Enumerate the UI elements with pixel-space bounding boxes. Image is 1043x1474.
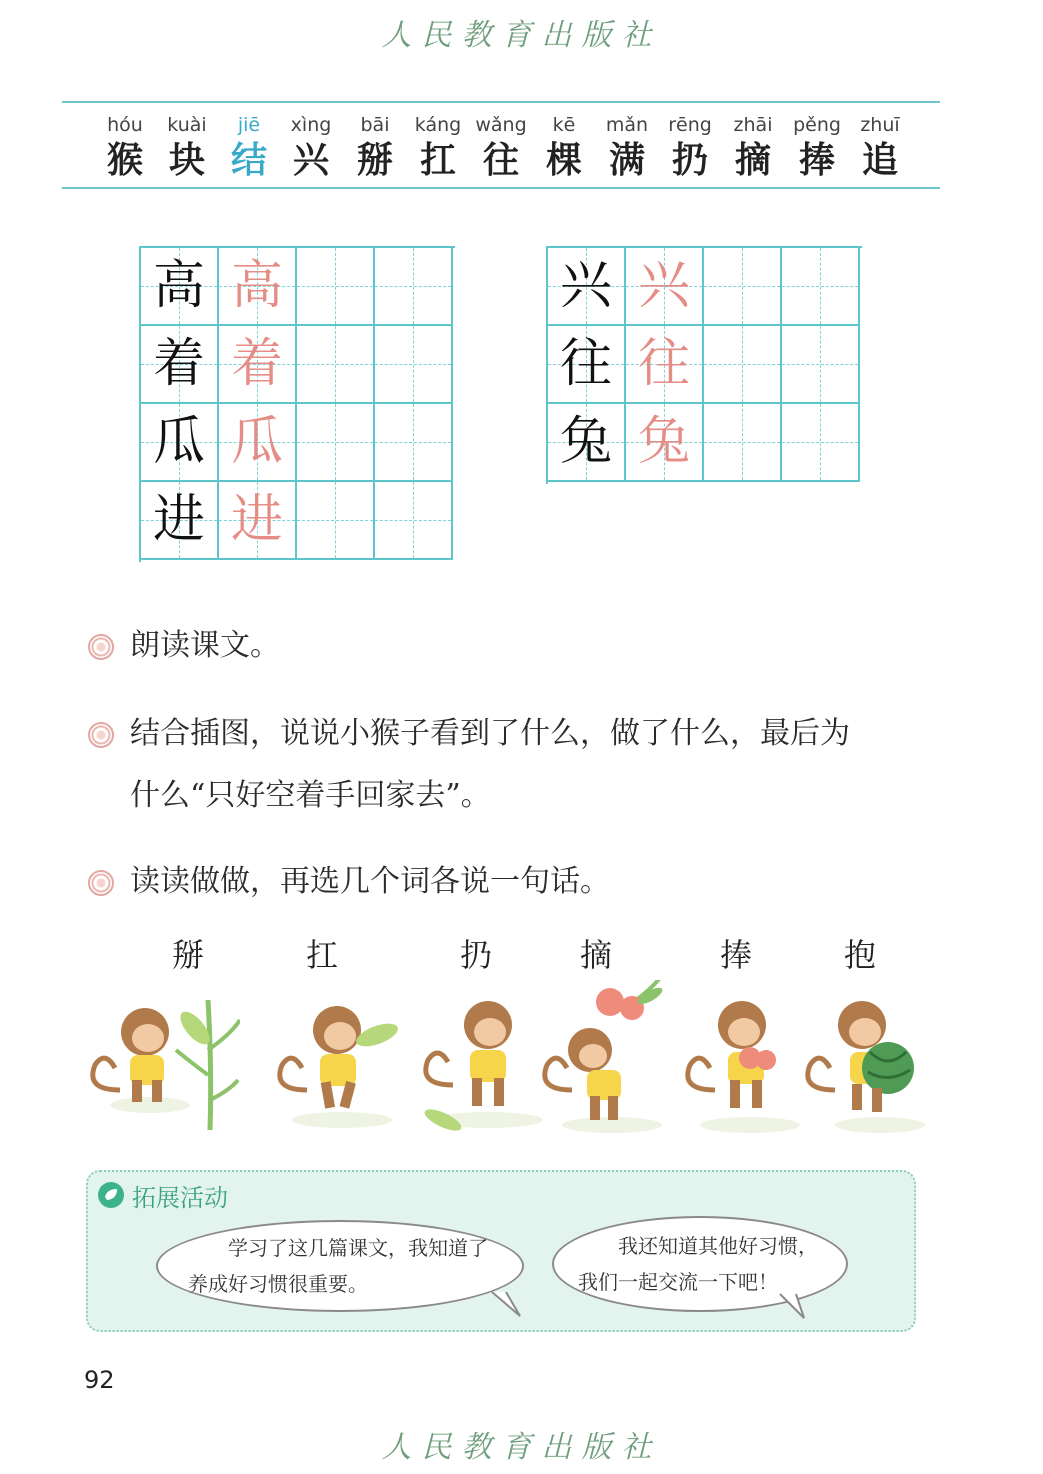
grid-cell-empty — [297, 404, 375, 482]
grid-cell-empty — [375, 248, 453, 326]
grid-cell — [219, 482, 297, 560]
pinyin: mǎn — [605, 114, 649, 136]
grid-cell-empty — [704, 248, 782, 326]
pinyin: jiē — [237, 114, 261, 136]
publisher-footer: 人民教育出版社 — [381, 1430, 662, 1465]
model-char: 兴 — [559, 256, 612, 316]
model-char: 瓜 — [152, 412, 205, 472]
hanzi: 摘 — [734, 139, 771, 181]
pinyin: káng — [414, 114, 462, 136]
exercise-bullet-icon — [88, 870, 114, 896]
exercise-2-line-2: 什么“只好空着手回家去”。 — [130, 778, 491, 813]
grid-cell-empty — [297, 482, 375, 560]
publisher-header: 人民教育出版社 — [381, 18, 662, 53]
pinyin: zhuī — [860, 114, 900, 136]
writing-grid-left — [139, 246, 455, 562]
vocab-item — [592, 112, 662, 182]
trace-char: 着 — [230, 334, 283, 394]
vocab-item — [718, 112, 788, 182]
hanzi: 捧 — [798, 139, 835, 181]
bubble-1-line-1: 学习了这几篇课文，我知道了 — [228, 1236, 488, 1260]
grid-cell — [219, 326, 297, 404]
grid-cell — [626, 248, 704, 326]
pinyin: pěng — [793, 114, 841, 136]
grid-cell-empty — [782, 248, 860, 326]
grid-cell — [548, 326, 626, 404]
writing-grid-right — [546, 246, 862, 484]
vocab-item — [403, 112, 473, 182]
vocab-item — [152, 112, 222, 182]
hanzi: 结 — [230, 139, 267, 181]
action-word: 掰 — [171, 936, 204, 974]
grid-cell-empty — [704, 404, 782, 482]
exercise-bullet-icon — [88, 722, 114, 748]
action-word: 扔 — [459, 936, 492, 974]
grid-cell — [219, 404, 297, 482]
hanzi: 满 — [608, 139, 645, 181]
model-char: 着 — [152, 334, 205, 394]
vocab-item — [90, 112, 160, 182]
hanzi: 掰 — [356, 139, 393, 181]
vocab-item — [276, 112, 346, 182]
hanzi: 兴 — [292, 139, 329, 181]
extension-title: 拓展活动 — [132, 1184, 228, 1212]
exercise-bullet-icon — [88, 634, 114, 660]
pinyin: rēng — [668, 114, 712, 136]
vocab-top-rule — [62, 101, 940, 103]
bubble-2-tail — [776, 1292, 816, 1322]
vocab-item — [529, 112, 599, 182]
grid-cell-empty — [704, 326, 782, 404]
grid-cell — [219, 248, 297, 326]
monkey-breaking-corn-illustration — [80, 980, 240, 1140]
bubble-2-line-2: 我们一起交流一下吧！ — [578, 1270, 778, 1294]
grid-cell — [141, 482, 219, 560]
action-word: 摘 — [579, 936, 612, 974]
grid-cell — [548, 404, 626, 482]
vocab-item — [655, 112, 725, 182]
leaf-icon — [98, 1182, 124, 1208]
model-char: 进 — [152, 490, 205, 550]
pinyin: kuài — [167, 114, 207, 136]
vocab-bottom-rule — [62, 187, 940, 189]
speech-bubble-1 — [156, 1220, 524, 1312]
grid-cell — [548, 248, 626, 326]
grid-cell-empty — [375, 404, 453, 482]
grid-cell-empty — [782, 326, 860, 404]
trace-char: 兴 — [637, 256, 690, 316]
pinyin: wǎng — [475, 114, 527, 136]
trace-char: 高 — [230, 256, 283, 316]
hanzi: 扛 — [419, 139, 456, 181]
grid-cell-empty — [297, 326, 375, 404]
bubble-1-line-2: 养成好习惯很重要。 — [188, 1272, 368, 1296]
exercise-1: 朗读课文。 — [130, 628, 280, 663]
hanzi: 棵 — [545, 139, 582, 181]
pinyin: xìng — [290, 114, 332, 136]
grid-cell — [626, 404, 704, 482]
trace-char: 瓜 — [230, 412, 283, 472]
vocab-item — [340, 112, 410, 182]
hanzi: 块 — [168, 139, 205, 181]
vocab-item — [845, 112, 915, 182]
grid-cell-empty — [782, 404, 860, 482]
grid-cell-empty — [375, 326, 453, 404]
action-word: 扛 — [305, 936, 338, 974]
hanzi: 猴 — [106, 139, 143, 181]
grid-cell-empty — [375, 482, 453, 560]
hanzi: 扔 — [671, 139, 708, 181]
monkey-carrying-corn-illustration — [262, 980, 422, 1140]
vocab-item — [466, 112, 536, 182]
exercise-3: 读读做做，再选几个词各说一句话。 — [130, 864, 610, 899]
hanzi: 追 — [861, 139, 898, 181]
model-char: 往 — [559, 334, 612, 394]
action-word: 捧 — [719, 936, 752, 974]
trace-char: 进 — [230, 490, 283, 550]
model-char: 高 — [152, 256, 205, 316]
grid-cell — [141, 326, 219, 404]
model-char: 兔 — [559, 412, 612, 472]
grid-cell — [141, 248, 219, 326]
grid-cell — [141, 404, 219, 482]
pinyin: bāi — [360, 114, 390, 136]
pinyin: hóu — [107, 114, 143, 136]
grid-cell-empty — [297, 248, 375, 326]
pinyin: zhāi — [733, 114, 773, 136]
vocab-item — [782, 112, 852, 182]
page-number: 92 — [84, 1366, 115, 1394]
grid-cell — [626, 326, 704, 404]
monkey-picking-peach-illustration — [532, 980, 692, 1140]
vocab-item-highlighted — [214, 112, 284, 182]
exercise-2-line-1: 结合插图，说说小猴子看到了什么，做了什么，最后为 — [130, 716, 850, 751]
trace-char: 往 — [637, 334, 690, 394]
hanzi: 往 — [482, 139, 519, 181]
pinyin: kē — [552, 114, 576, 136]
vocabulary-row — [90, 112, 920, 182]
action-word: 抱 — [843, 936, 876, 974]
trace-char: 兔 — [637, 412, 690, 472]
monkey-hugging-watermelon-illustration — [800, 980, 960, 1140]
bubble-1-tail — [490, 1290, 530, 1320]
bubble-2-line-1: 我还知道其他好习惯， — [618, 1234, 818, 1258]
